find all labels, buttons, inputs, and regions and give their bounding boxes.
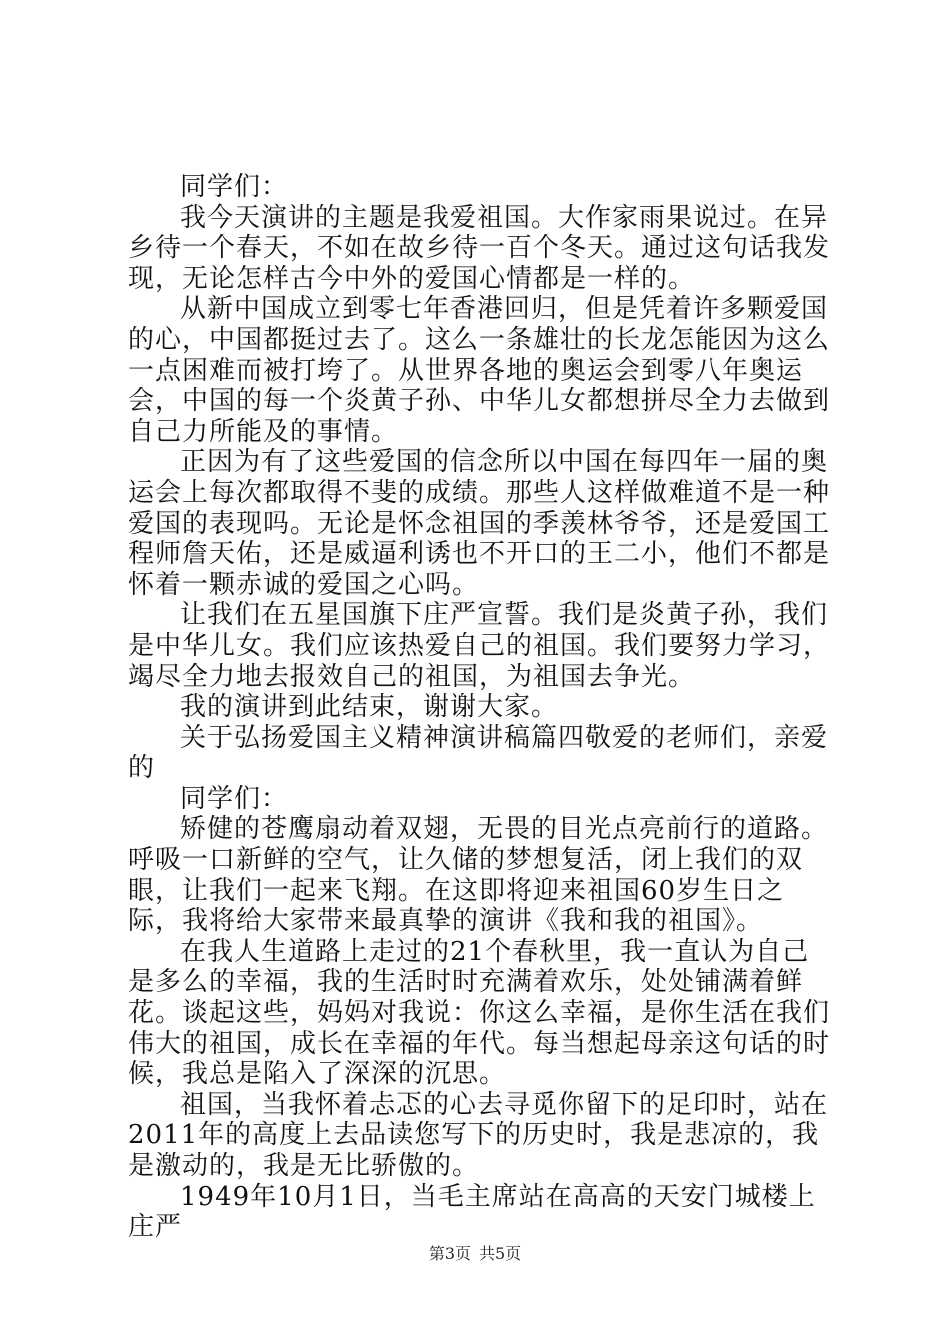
page-number-current: 第3页 <box>428 1244 471 1263</box>
paragraph: 我今天演讲的主题是我爱祖国。大作家雨果说过。在异乡待一个春天，不如在故乡待一百个冬天。通过这句话我发现，无论怎样古今中外的爱国心情都是一样的。 <box>128 202 831 294</box>
paragraph: 祖国，当我怀着忐忑的心去寻觅你留下的足印时，站在2011年的高度上去品读您写下的历史时，我是悲凉的，我是激动的，我是无比骄傲的。 <box>128 1089 829 1181</box>
paragraph: 从新中国成立到零七年香港回归，但是凭着许多颗爱国的心，中国都挺过去了。这么一条雄壮的长龙怎能因为这么一点困难而被打垮了。从世界各地的奥运会到零八年奥运会，中国的每一个炎黄子孙、中华儿女都想拼尽全力去做到自己力所能及的事情。 <box>128 294 831 447</box>
paragraph: 同学们： <box>180 172 289 202</box>
paragraph: 在我人生道路上走过的21个春秋里，我一直认为自己是多么的幸福，我的生活时时充满着欢乐，处处铺满着鲜花。谈起这些，妈妈对我说：你这么幸福，是你生活在我们伟大的祖国，成长在幸福的年代。每当想起母亲这句话的时候，我总是陷入了深深的沉思。 <box>128 936 831 1090</box>
page-footer <box>0 1244 950 1264</box>
paragraph: 同学们： <box>180 783 289 814</box>
paragraph: 我的演讲到此结束，谢谢大家。 <box>180 692 559 723</box>
page-number-total: 共5页 <box>479 1244 522 1263</box>
paragraph: 关于弘扬爱国主义精神演讲稿篇四敬爱的老师们，亲爱的 <box>128 722 829 784</box>
paragraph: 1949年10月1日，当毛主席站在高高的天安门城楼上庄严 <box>128 1181 816 1243</box>
paragraph: 正因为有了这些爱国的信念所以中国在每四年一届的奥运会上每次都取得不斐的成绩。那些人这样做难道不是一种爱国的表现吗。无论是怀念祖国的季羡林爷爷，还是爱国工程师詹天佑，还是威逼利诱也不开口的王二小，他们不都是怀着一颗赤诚的爱国之心吗。 <box>128 447 831 600</box>
paragraph: 矫健的苍鹰扇动着双翅，无畏的目光点亮前行的道路。呼吸一口新鲜的空气，让久储的梦想复活，闭上我们的双眼，让我们一起来飞翔。在这即将迎来祖国60岁生日之际，我将给大家带来最真挚的演讲《我和我的祖国》。 <box>128 814 829 937</box>
paragraph: 让我们在五星国旗下庄严宣誓。我们是炎黄子孙，我们是中华儿女。我们应该热爱自己的祖国。我们要努力学习，竭尽全力地去报效自己的祖国，为祖国去争光。 <box>128 600 831 692</box>
document-body <box>128 172 836 1243</box>
